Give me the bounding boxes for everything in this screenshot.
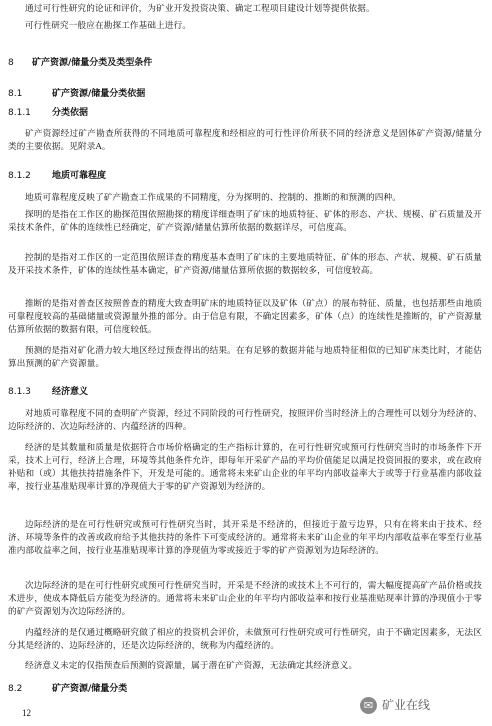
paragraph-8-1-2-c: 控制的是指对工作区的一定范围依照详查的精度基本查明了矿床的主要地质特征、矿体的形态、产状、规模、矿石质量及开采技术条件，矿体的连续性基本确定，矿产资源/储量估算所依据的数据较多，可信度较高。 xyxy=(8,253,482,276)
section-title: 矿产资源/储量分类 xyxy=(52,684,128,694)
paragraph-8-1-2-e: 预测的是指对矿化潜力较大地区经过预查得出的结果。在有足够的数据并能与地质特征相似的已知矿床类比时，才能估算出预测的矿产资源量。 xyxy=(8,346,482,369)
page-number: 12 xyxy=(22,708,31,718)
section-8-1-2-heading xyxy=(8,170,106,183)
paragraph-8-1-3-d: 次边际经济的是在可行性研究或预可行性研究当时，开采是不经济的或技术上不可行的，需大幅度提高矿产品价格或技术进步，使成本降低后方能变为经济的。通常将未来矿山企业的年平均内部收益率和按行业基准贴现率计算的净现值小于零的矿产资源划为次边际经济的。 xyxy=(8,581,482,617)
section-8-1-3-heading xyxy=(8,386,88,399)
section-8-2-heading xyxy=(8,683,127,696)
paragraph-8-1-3-b: 经济的是其数量和质量是依据符合市场价格确定的生产指标计算的，在可行性研究或预可行性研究当时的市场条件下开采，技术上可行，经济上合理，环境等其他条件允许，即每年开采矿产品的平均价值能足以满足投资回报的要求，或在政府补贴和（或）其他扶持措施条件下，开发是可能的。通常将未来矿山企业的年平均内部收益率大于或等于行业基准内部收益率，按行业基准贴现率计算的净现值大于零的矿产资源划为经济的。 xyxy=(8,443,482,492)
section-8-1-heading xyxy=(8,88,145,101)
section-title: 分类依据 xyxy=(52,108,89,118)
paragraph-8-1-1: 矿产资源经过矿产勘查所获得的不同地质可靠程度和经相应的可行性评价所获不同的经济意义是固体矿产资源/储量分类的主要依据。见附录A。 xyxy=(8,129,482,152)
section-number: 8.1.3 xyxy=(8,387,31,397)
intro-paragraph-1: 通过可行性研究的论证和评价，为矿业开发投资决策、确定工程项目建设计划等提供依据。 xyxy=(25,4,375,14)
section-title: 经济意义 xyxy=(52,387,89,397)
paragraph-8-1-3-c: 边际经济的是在可行性研究或预可行性研究当时，其开采是不经济的，但接近于盈亏边界，只有在将来由于技术、经济、环境等条件的改善或政府给予其他扶持的条件下可变成经济的。通常将未来矿山企业的年平均内部收益率在零至行业基准内部收益率之间，按行业基准贴现率计算的净现值为零或接近于零的矿产资源划为边际经济的。 xyxy=(8,520,482,556)
intro-paragraph-2: 可行性研究一般应在勘探工作基础上进行。 xyxy=(25,21,192,31)
section-number: 8.1.1 xyxy=(8,108,31,118)
watermark xyxy=(360,695,430,715)
section-title: 矿产资源/储量分类依据 xyxy=(52,89,146,99)
section-number: 8.1.2 xyxy=(8,171,31,181)
section-number: 8 xyxy=(8,58,14,68)
paragraph-8-1-2-a: 地质可靠程度反映了矿产勘查工作成果的不同精度，分为探明的、控制的、推断的和预测的四种。 xyxy=(25,193,401,203)
paragraph-8-1-3-a: 对地质可靠程度不同的查明矿产资源，经过不同阶段的可行性研究，按照评价当时经济上的合理性可以划分为经济的、边际经济的、次边际经济的、内蕴经济的四种。 xyxy=(8,409,482,432)
watermark-text: 矿业在线 xyxy=(382,697,431,712)
section-8-1-1-heading xyxy=(8,107,88,120)
paragraph-8-1-2-b: 探明的是指在工作区的勘探范围依照勘探的精度详细查明了矿床的地质特征、矿体的形态、产状、规模、矿石质量及开采技术条件，矿体的连续性已经确定，矿产资源/储量估算所依据的数据详尽，可信度高。 xyxy=(8,210,482,233)
section-8-heading xyxy=(8,57,152,70)
paragraph-8-1-2-d: 推断的是指对普查区按照普查的精度大致查明矿床的地质特征以及矿体（矿点）的展布特征、质量，也包括那些由地质可靠程度较高的基础储量或资源量外推的部分。由于信息有限，不确定因素多，矿体（点）的连续性是推断的，矿产资源量估算所依据的数据有限，可信度较低。 xyxy=(8,299,482,335)
section-number: 8.1 xyxy=(8,89,23,99)
section-title: 地质可靠程度 xyxy=(52,171,107,181)
section-number: 8.2 xyxy=(8,684,23,694)
section-title: 矿产资源/储量分类及类型条件 xyxy=(32,58,153,68)
paragraph-8-1-3-e: 内蕴经济的是仅通过概略研究做了相应的投资机会评价，未做预可行性研究或可行性研究，由于不确定因素多，无法区分其是经济的、边际经济的，还是次边际经济的，统称为内蕴经济的。 xyxy=(8,628,482,651)
paragraph-8-1-3-f: 经济意义未定的仅指预查后预测的资源量，属于潜在矿产资源，无法确定其经济意义。 xyxy=(25,661,358,671)
wechat-icon: ✉ xyxy=(360,697,377,714)
